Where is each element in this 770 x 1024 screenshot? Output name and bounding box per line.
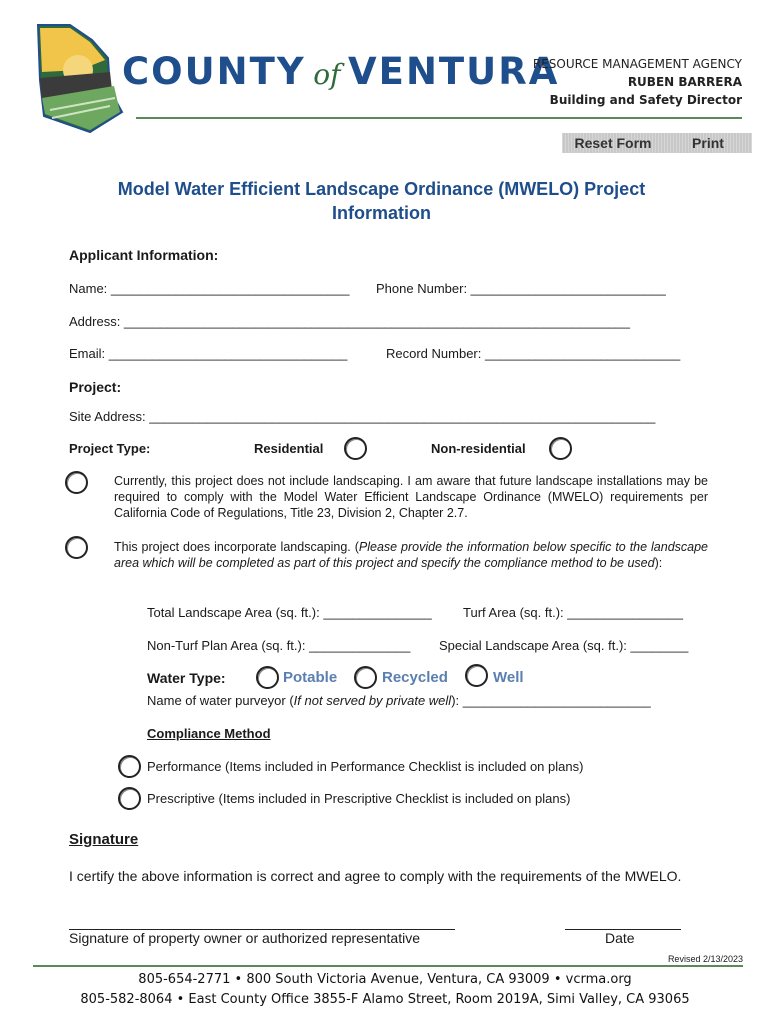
- name-field[interactable]: Name: _________________________________: [69, 281, 350, 296]
- site-address-field[interactable]: Site Address: ______________________________________________________________________: [69, 409, 656, 424]
- brand-county: COUNTY: [122, 50, 306, 93]
- owner-signature-label: Signature of property owner or authorized representative: [69, 930, 420, 946]
- signature-heading: Signature: [69, 831, 139, 848]
- potable-label: Potable: [283, 669, 338, 686]
- with-landscaping-end: ):: [654, 556, 663, 570]
- title-line2: Information: [332, 203, 431, 223]
- water-type-label: Water Type:: [147, 670, 226, 686]
- prescriptive-radio[interactable]: [118, 787, 141, 810]
- project-heading: Project:: [69, 379, 122, 395]
- revised-date: Revised 2/13/2023: [667, 954, 743, 964]
- special-landscape-area-field[interactable]: Special Landscape Area (sq. ft.): ________: [439, 638, 689, 653]
- applicant-heading: Applicant Information:: [69, 247, 219, 263]
- page-title: [60, 177, 703, 225]
- turf-area-field[interactable]: Turf Area (sq. ft.): ________________: [463, 605, 683, 620]
- recycled-label: Recycled: [382, 669, 448, 686]
- residential-label: Residential: [254, 441, 324, 456]
- potable-radio[interactable]: [256, 666, 279, 689]
- with-landscaping-radio[interactable]: [65, 536, 88, 559]
- prescriptive-label: Prescriptive (Items included in Prescriptive Checklist is included on plans): [147, 791, 571, 806]
- brand-wordmark: [122, 50, 559, 100]
- brand-ventura: VENTURA: [348, 50, 560, 93]
- date-label: Date: [605, 930, 635, 946]
- residential-radio[interactable]: [344, 437, 367, 460]
- county-logo: [30, 20, 130, 140]
- certify-text: I certify the above information is correct and agree to comply with the requirements of the MWELO.: [69, 868, 682, 884]
- water-purveyor-field[interactable]: [147, 693, 651, 708]
- print-button[interactable]: Print: [664, 133, 752, 153]
- with-landscaping-text: [114, 539, 708, 571]
- nonresidential-label: Non-residential: [431, 441, 526, 456]
- email-field[interactable]: Email: _________________________________: [69, 346, 348, 361]
- recycled-radio[interactable]: [354, 666, 377, 689]
- agency-name: RESOURCE MANAGEMENT AGENCY: [532, 57, 742, 71]
- director-title: Building and Safety Director: [549, 93, 742, 107]
- footer-line2: 805-582-8064 • East County Office 3855-F Alamo Street, Room 2019A, Simi Valley, CA 93065: [80, 992, 690, 1007]
- agency-block: [502, 55, 742, 109]
- title-line1: Model Water Efficient Landscape Ordinance (MWELO) Project: [117, 179, 646, 199]
- nonturf-area-field[interactable]: Non-Turf Plan Area (sq. ft.): ______________: [147, 638, 411, 653]
- ventura-county-map-icon: [30, 20, 130, 140]
- performance-label: Performance (Items included in Performance Checklist is included on plans): [147, 759, 584, 774]
- with-landscaping-main: This project does incorporate landscaping. (: [114, 540, 359, 554]
- well-label: Well: [493, 669, 524, 686]
- with-landscaping-italic: Please provide the information below specific to the landscape area which will be completed as part of this project and specify the compliance method to be used: [114, 540, 709, 570]
- purveyor-suffix: ): __________________________: [451, 693, 651, 708]
- purveyor-prefix: Name of water purveyor (: [147, 693, 294, 708]
- total-landscape-area-field[interactable]: Total Landscape Area (sq. ft.): _______________: [147, 605, 432, 620]
- header-rule: [136, 117, 742, 119]
- purveyor-italic: If not served by private well: [293, 693, 452, 708]
- footer-line1: 805-654-2771 • 800 South Victoria Avenue, Ventura, CA 93009 • vcrma.org: [138, 972, 632, 987]
- compliance-heading: Compliance Method: [147, 726, 271, 741]
- no-landscaping-text: Currently, this project does not include landscaping. I am aware that future landscape installations may be required to comply with the Model Water Efficient Landscape Ordinance (MWELO) requirements per California Code of Regulations, Title 23, Division 2, Chapter 2.7.: [114, 474, 708, 520]
- performance-radio[interactable]: [118, 755, 141, 778]
- brand-of: of: [313, 58, 341, 91]
- footer-rule: [33, 965, 743, 967]
- reset-form-button[interactable]: Reset Form: [562, 133, 664, 153]
- address-field[interactable]: Address: ______________________________________________________________________: [69, 314, 631, 329]
- nonresidential-radio[interactable]: [549, 437, 572, 460]
- record-number-field[interactable]: Record Number: ___________________________: [386, 346, 681, 361]
- project-type-label: Project Type:: [69, 441, 151, 456]
- director-name: RUBEN BARRERA: [627, 75, 742, 89]
- phone-field[interactable]: Phone Number: ___________________________: [376, 281, 666, 296]
- no-landscaping-radio[interactable]: [65, 471, 88, 494]
- well-radio[interactable]: [465, 664, 488, 687]
